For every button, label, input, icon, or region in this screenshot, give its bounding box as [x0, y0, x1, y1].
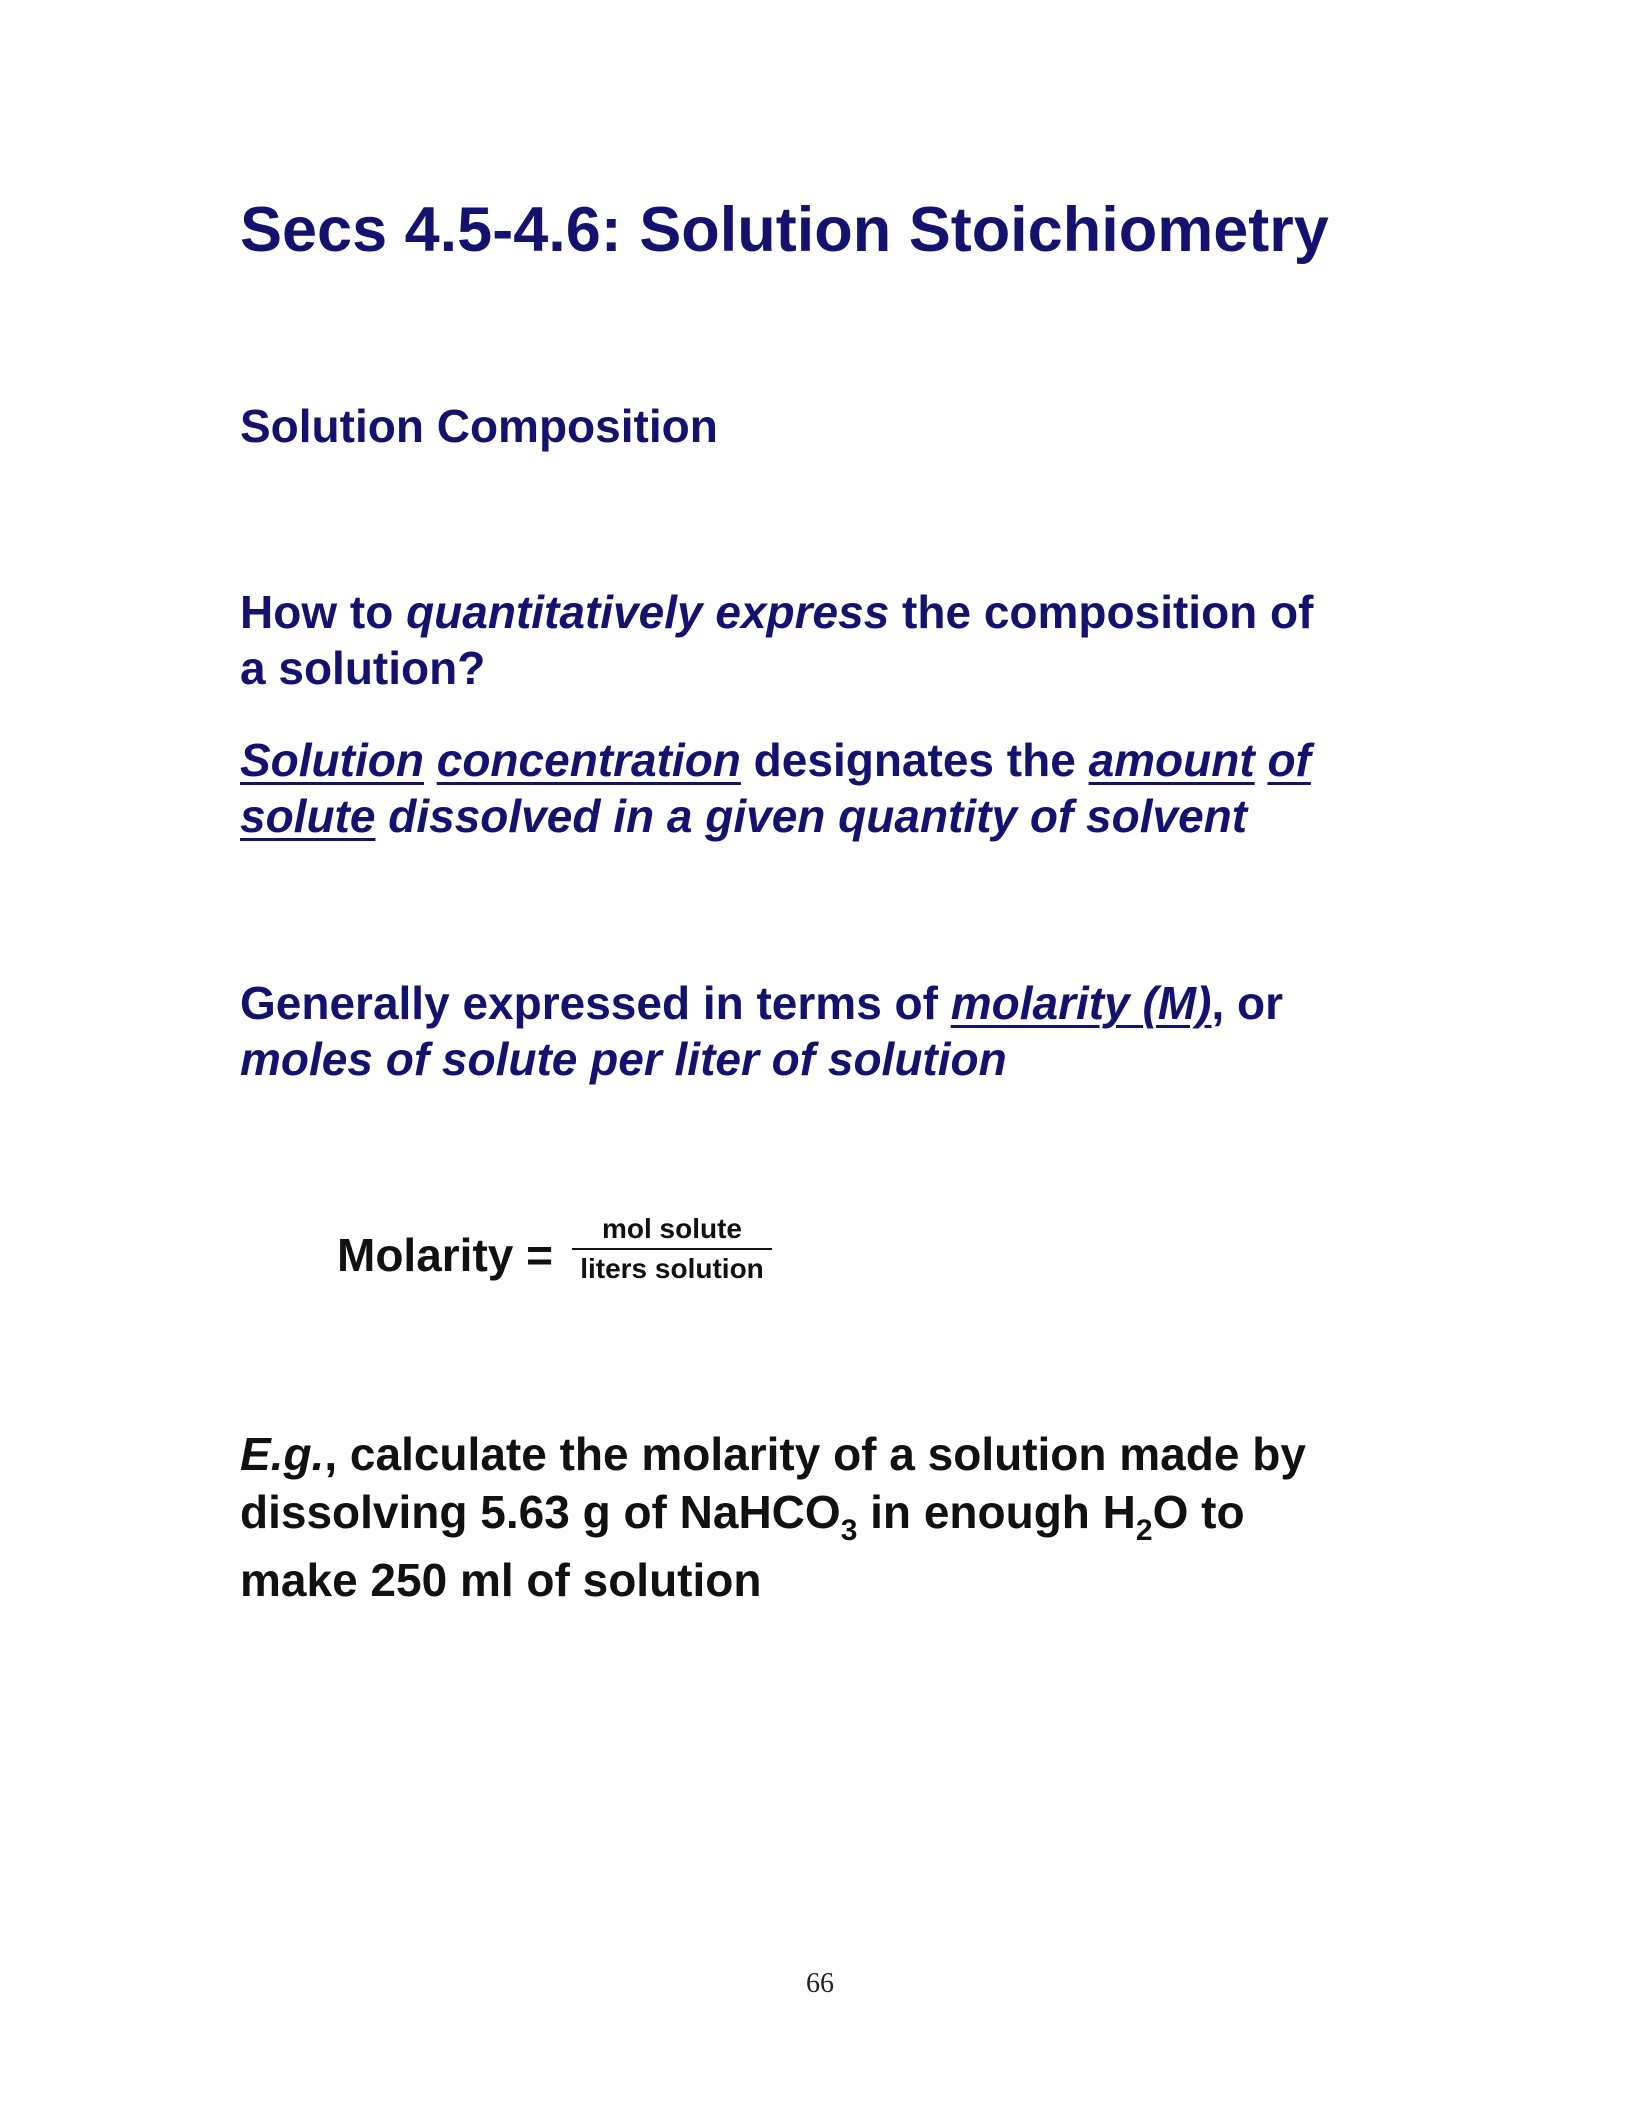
- molarity-line-1: [240, 975, 1440, 1031]
- fraction-bar: [572, 1248, 772, 1250]
- example-to-text: O to: [1152, 1486, 1245, 1538]
- formula-fraction: [572, 1212, 772, 1286]
- question-text-start: How to: [240, 586, 407, 638]
- subscript-3: 3: [840, 1514, 858, 1547]
- definition-line-2: [240, 788, 1440, 844]
- section-subheading: Solution Composition: [240, 400, 718, 452]
- term-solution: Solution: [240, 734, 424, 786]
- molarity-or: , or: [1211, 977, 1284, 1029]
- term-concentration: concentration: [436, 734, 741, 786]
- example-line-1: [240, 1425, 1440, 1483]
- definition-line-1: [240, 732, 1440, 788]
- definition-middle: designates the: [740, 734, 1089, 786]
- formula-denominator: liters solution: [580, 1253, 764, 1284]
- example-line-2: [240, 1483, 1440, 1547]
- molarity-intro: Generally expressed in terms of: [240, 977, 951, 1029]
- question-emphasis: quantitatively express: [406, 586, 890, 638]
- example-line-3: make 250 ml of solution: [240, 1554, 762, 1606]
- term-molarity: molarity (M): [950, 977, 1212, 1029]
- term-of: of: [1267, 734, 1311, 786]
- example-nahco-text: dissolving 5.63 g of NaHCO: [240, 1486, 841, 1538]
- example-line-1-rest: , calculate the molarity of a solution made by: [324, 1428, 1306, 1480]
- question-line-1: [240, 584, 1440, 640]
- question-line-2: a solution?: [240, 642, 486, 694]
- term-solute: solute: [240, 790, 376, 842]
- page-number: 66: [806, 1968, 834, 1999]
- question-text-end: the composition of: [889, 586, 1314, 638]
- subscript-2: 2: [1135, 1514, 1153, 1547]
- term-amount: amount: [1088, 734, 1255, 786]
- example-paragraph: [240, 1425, 1440, 1609]
- molarity-line-2: moles of solute per liter of solution: [240, 1033, 1007, 1085]
- molarity-paragraph: [240, 975, 1440, 1087]
- definition-paragraph: [240, 732, 1440, 844]
- definition-rest: dissolved in a given quantity of solvent: [375, 790, 1248, 842]
- formula-numerator: mol solute: [601, 1213, 742, 1244]
- formula-label: Molarity =: [337, 1229, 554, 1281]
- example-eg: E.g.: [240, 1428, 325, 1480]
- page-title: Secs 4.5-4.6: Solution Stoichiometry: [240, 195, 1329, 265]
- question-paragraph: [240, 584, 1440, 696]
- example-water-text: in enough H: [857, 1486, 1136, 1538]
